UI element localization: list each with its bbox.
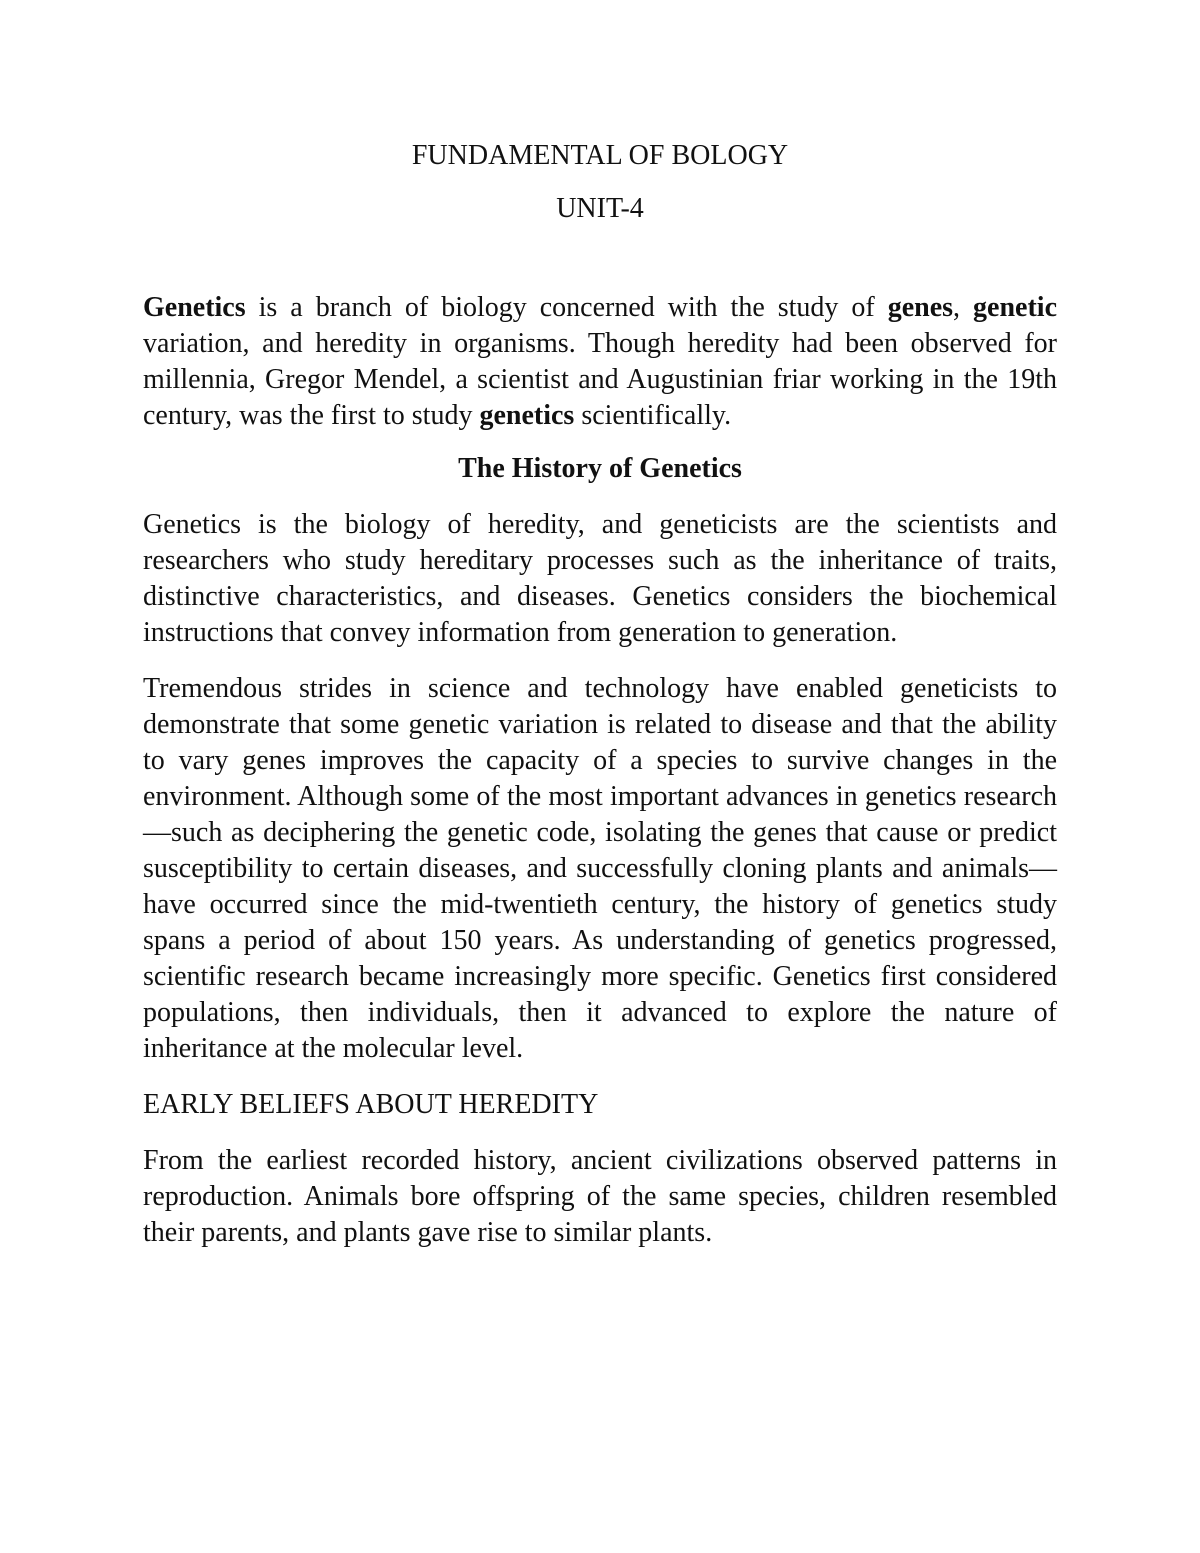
intro-text-4: scientifically.: [574, 400, 732, 431]
unit-label: UNIT-4: [556, 193, 644, 224]
intro-term-genetics: Genetics: [143, 292, 246, 323]
intro-term-genetics-2: genetics: [479, 400, 575, 431]
intro-text-2: ,: [953, 292, 974, 323]
early-beliefs-heading: EARLY BELIEFS ABOUT HEREDITY: [143, 1089, 599, 1120]
history-heading: The History of Genetics: [458, 453, 742, 484]
history-paragraph-1: Genetics is the biology of heredity, and geneticists are the scientists and researchers who study hereditary processes such as the inheritance of traits, distinctive characteristics, and diseases. Genetics considers the biochemical instructions that convey information from generation to generation.: [143, 509, 1057, 648]
history-paragraph-2: Tremendous strides in science and technology have enabled geneticists to demonstrate that some genetic variation is related to disease and that the ability to vary genes improves the capacity of a species to survive changes in the environment. Although some of the most important advances in genetics research—such as deciphering the genetic code, isolating the genes that cause or predict susceptibility to certain diseases, and successfully cloning plants and animals—have occurred since the mid-twentieth century, the history of genetics study spans a period of about 150 years. As understanding of genetics progressed, scientific research became increasingly more specific. Genetics first considered populations, then individuals, then it advanced to explore the nature of inheritance at the molecular level.: [143, 673, 1057, 1064]
intro-paragraph: [143, 290, 1057, 434]
intro-text-1: is a branch of biology concerned with the study of: [245, 292, 888, 323]
document-page: [143, 138, 1057, 1251]
document-title: FUNDAMENTAL OF BOLOGY: [411, 140, 789, 171]
early-beliefs-paragraph: From the earliest recorded history, ancient civilizations observed patterns in reproduction. Animals bore offspring of the same species, children resembled their parents, and plants gave rise to similar plants.: [143, 1145, 1057, 1248]
intro-text-3: variation, and heredity in organisms. Though heredity had been observed for millennia, Gregor Mendel, a scientist and Augustinian friar working in the 19th century, was the first to study: [143, 328, 1057, 431]
intro-term-genes: genes: [887, 292, 954, 323]
intro-term-genetic: genetic: [973, 292, 1058, 323]
